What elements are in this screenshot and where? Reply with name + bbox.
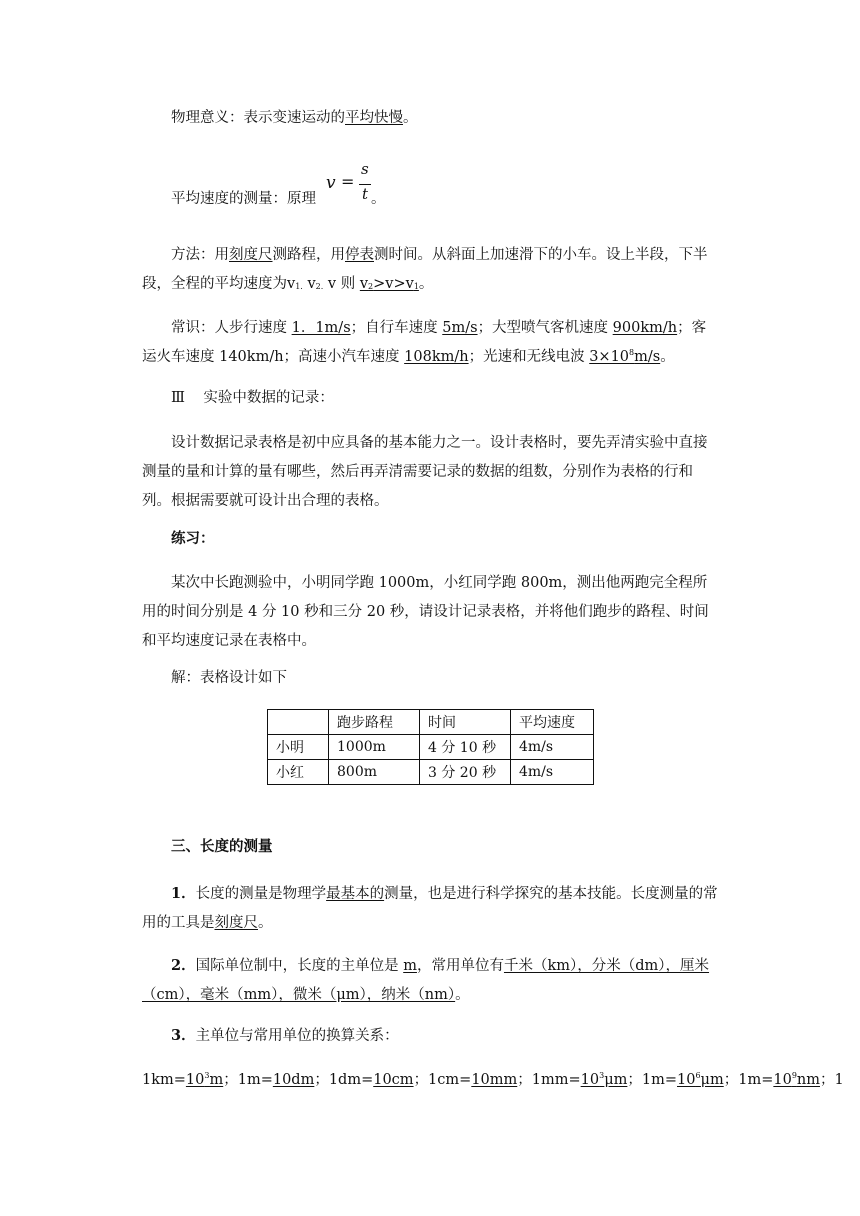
method-paragraph: 方法：用刻度尺测路程，用停表测时间。从斜面上加速滑下的小车。设上半段，下半段，全程的平均速度为$v_{1.}$ $v_{2.}$ v 则 $v_2>v>v_1$。: [142, 247, 708, 292]
table-row: [268, 735, 594, 760]
common-knowledge-paragraph: 常识：人步行速度 1．1m/s；自行车速度 5m/s；大型喷气客机速度 900km/h；客运火车速度 140km/h；高速小汽车速度 108km/h；光速和无线电波 $3\times 10^8m/s$。: [142, 320, 707, 365]
solution-line: 解：表格设计如下: [171, 670, 287, 686]
table-cell: 小明: [268, 735, 329, 760]
section-iii-heading: Ⅲ 实验中数据的记录：: [171, 390, 334, 406]
exercise-heading: 练习：: [171, 530, 215, 547]
table-cell: 小红: [268, 760, 329, 785]
table-cell: 3 分 20 秒: [420, 760, 511, 785]
table-row: [268, 760, 594, 785]
section-3-heading: 三、长度的测量: [171, 838, 273, 855]
physical-meaning-line: 物理意义：表示变速运动的平均快慢。: [171, 110, 418, 126]
table-cell: 1000m: [329, 735, 420, 760]
table-cell: 800m: [329, 760, 420, 785]
table-cell: 4m/s: [511, 735, 594, 760]
avg-speed-measure-line: 平均速度的测量：原理 。: [171, 191, 386, 207]
exercise-problem-paragraph: 某次中长跑测验中，小明同学跑 1000m，小红同学跑 800m，测出他两跑完全程所用的时间分别是 4 分 10 秒和三分 20 秒，请设计记录表格，并将他们跑步的路程、时间和平均速度记录在表格中。: [142, 575, 709, 649]
table-header-cell: [268, 710, 329, 735]
table-header-row: [268, 710, 594, 735]
unit-conversion-line: $1km=10^3m$；1m=10dm；1dm=10cm；1cm=10mm；$1mm=10^3\mu m$；$1m=10^6\mu m$；$1m=10^9nm$；1: [142, 1071, 844, 1088]
table-header-cell: 跑步路程: [329, 710, 420, 735]
table-design-paragraph: 设计数据记录表格是初中应具备的基本能力之一。设计表格时，要先弄清实验中直接测量的量和计算的量有哪些，然后再弄清需要记录的数据的组数，分别作为表格的行和列。根据需要就可设计出合理的表格。: [142, 435, 708, 509]
point-1-paragraph: 1．长度的测量是物理学最基本的测量，也是进行科学探究的基本技能。长度测量的常用的工具是刻度尺。: [142, 885, 718, 931]
table-cell: 4 分 10 秒: [420, 735, 511, 760]
record-table: [267, 709, 594, 785]
point-2-paragraph: 2．国际单位制中，长度的主单位是 m，常用单位有千米（km），分米（dm），厘米（cm），毫米（mm），微米（μm），纳米（nm）。: [142, 957, 710, 1003]
speed-formula: v = s t: [324, 172, 374, 212]
table-header-cell: 平均速度: [511, 710, 594, 735]
point-3-paragraph: 3．主单位与常用单位的换算关系：: [171, 1027, 399, 1044]
table-cell: 4m/s: [511, 760, 594, 785]
table-header-cell: 时间: [420, 710, 511, 735]
